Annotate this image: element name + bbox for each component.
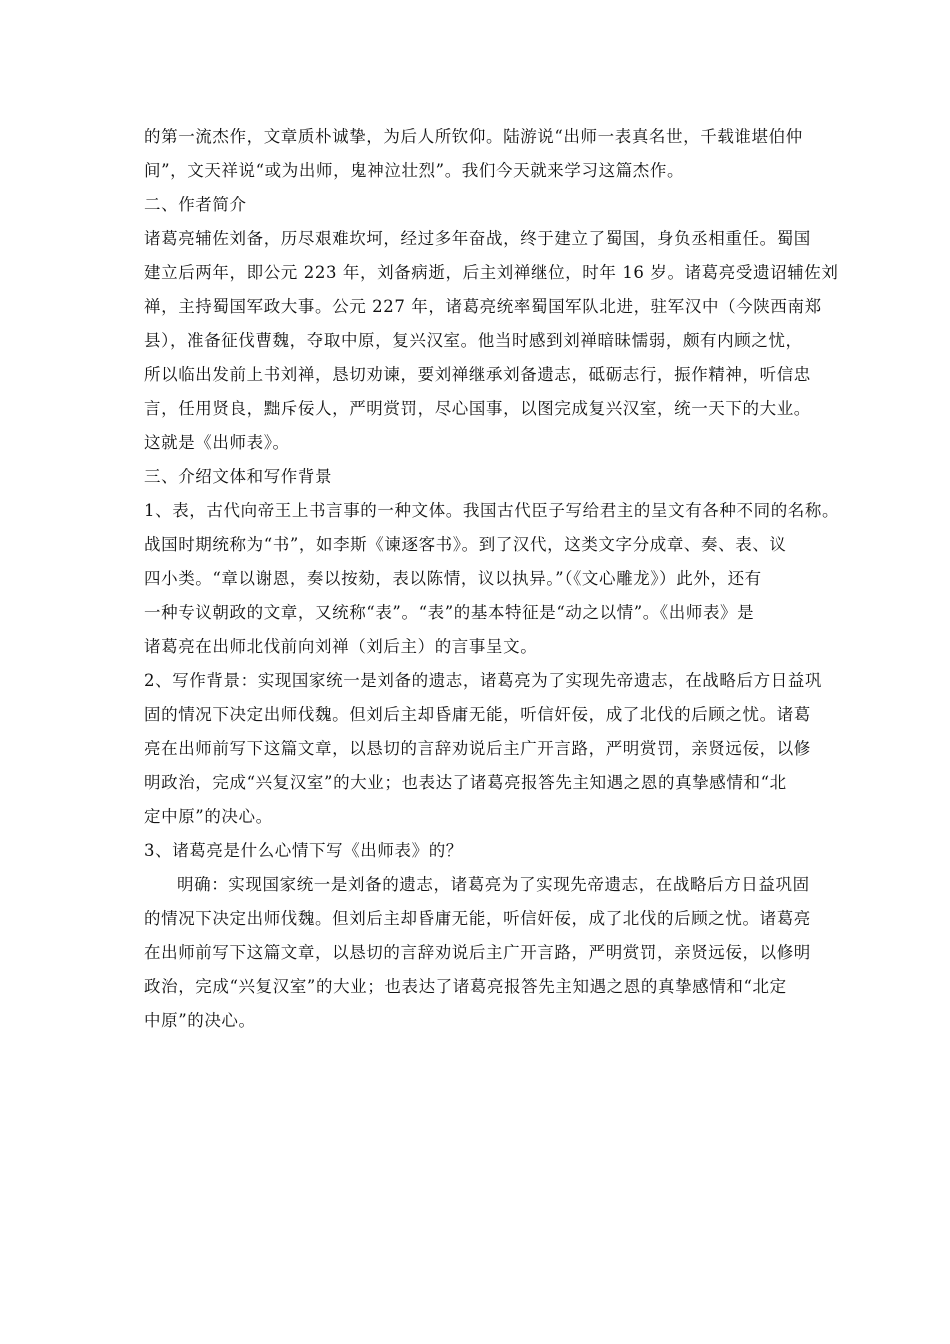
answer-paragraph-line: 中原”的决心。 xyxy=(144,1011,256,1030)
background-paragraph-line: 固的情况下决定出师伐魏。但刘后主却昏庸无能，听信奸佞，成了北伐的后顾之忧。诸葛 xyxy=(144,705,811,724)
section-heading-author: 二、作者简介 xyxy=(144,195,247,214)
intro-line: 间”，文天祥说“或为出师，鬼神泣壮烈”。我们今天就来学习这篇杰作。 xyxy=(144,161,685,180)
genre-paragraph-line: 一种专议朝政的文章，又统称“表”。“表”的基本特征是“动之以情”。《出师表》是 xyxy=(144,603,755,622)
answer-paragraph-line: 明确：实现国家统一是刘备的遗志，诸葛亮为了实现先帝遗志，在战略后方日益巩固 xyxy=(177,875,810,894)
genre-paragraph-line: 四小类。“章以谢恩，奏以按劾，表以陈情，议以执异。”（《文心雕龙》）此外，还有 xyxy=(144,569,762,588)
author-paragraph-line: 县），准备征伐曹魏，夺取中原，复兴汉室。他当时感到刘禅暗昧懦弱，颇有内顾之忧， xyxy=(144,331,803,350)
answer-paragraph-line: 政治，完成“兴复汉室”的大业；也表达了诸葛亮报答先主知遇之恩的真挚感情和“北定 xyxy=(144,977,787,996)
author-paragraph-line: 建立后两年，即公元 223 年，刘备病逝，后主刘禅继位，时年 16 岁。诸葛亮受遗诏辅佐刘 xyxy=(144,263,839,282)
question-line: 3、诸葛亮是什么心情下写《出师表》的？ xyxy=(144,841,463,860)
background-paragraph-line: 2、写作背景：实现国家统一是刘备的遗志，诸葛亮为了实现先帝遗志，在战略后方日益巩 xyxy=(144,671,822,690)
intro-line: 的第一流杰作，文章质朴诚挚，为后人所钦仰。陆游说“出师一表真名世，千载谁堪伯仲 xyxy=(144,127,803,146)
genre-paragraph-line: 战国时期统称为“书”，如李斯《谏逐客书》。到了汉代，这类文字分成章、奏、表、议 xyxy=(144,535,787,554)
background-paragraph-line: 明政治，完成“兴复汉室”的大业；也表达了诸葛亮报答先主知遇之恩的真挚感情和“北 xyxy=(144,773,787,792)
genre-paragraph-line: 1、表，古代向帝王上书言事的一种文体。我国古代臣子写给君主的呈文有各种不同的名称。 xyxy=(144,501,840,520)
background-paragraph-line: 定中原”的决心。 xyxy=(144,807,273,826)
background-paragraph-line: 亮在出师前写下这篇文章，以恳切的言辞劝说后主广开言路，严明赏罚，亲贤远佞，以修 xyxy=(144,739,811,758)
author-paragraph-line: 这就是《出师表》。 xyxy=(144,433,290,452)
genre-paragraph-line: 诸葛亮在出师北伐前向刘禅（刘后主）的言事呈文。 xyxy=(144,637,538,656)
answer-paragraph-line: 的情况下决定出师伐魏。但刘后主却昏庸无能，听信奸佞，成了北伐的后顾之忧。诸葛亮 xyxy=(144,909,811,928)
section-heading-background: 三、介绍文体和写作背景 xyxy=(144,467,333,486)
author-paragraph-line: 所以临出发前上书刘禅，恳切劝谏，要刘禅继承刘备遗志，砥砺志行，振作精神，听信忠 xyxy=(144,365,811,384)
answer-paragraph-line: 在出师前写下这篇文章，以恳切的言辞劝说后主广开言路，严明赏罚，亲贤远佞，以修明 xyxy=(144,943,811,962)
author-paragraph-line: 禅，主持蜀国军政大事。公元 227 年，诸葛亮统率蜀国军队北进，驻军汉中（今陕西南郑 xyxy=(144,297,822,316)
document-page xyxy=(144,120,840,1038)
author-paragraph-line: 诸葛亮辅佐刘备，历尽艰难坎坷，经过多年奋战，终于建立了蜀国，身负丞相重任。蜀国 xyxy=(144,229,811,248)
author-paragraph-line: 言，任用贤良，黜斥佞人，严明赏罚，尽心国事，以图完成复兴汉室，统一天下的大业。 xyxy=(144,399,811,418)
